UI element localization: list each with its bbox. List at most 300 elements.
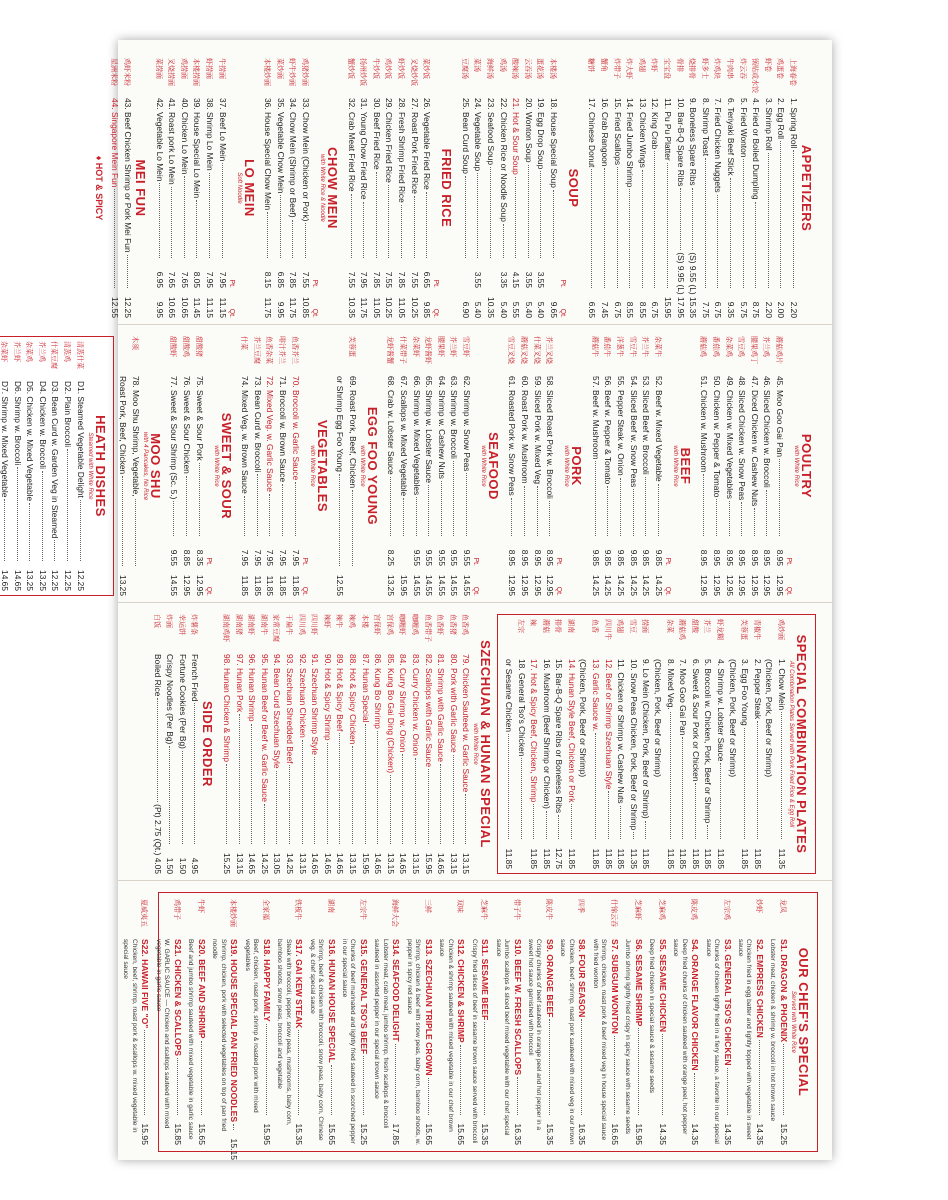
menu-item-name xyxy=(384,654,396,773)
menu-item-title: Spring Roll xyxy=(789,107,799,149)
menu-item xyxy=(539,619,552,869)
menu-item-name xyxy=(203,98,215,171)
leader-dots xyxy=(477,173,478,258)
menu-item-name xyxy=(664,659,676,710)
menu-item-name xyxy=(325,939,337,1063)
leader-dots xyxy=(654,151,655,288)
menu-item-price-pint: 4.95 xyxy=(190,857,201,874)
menu-item-chinese-name: 杂菜鸡 xyxy=(724,336,732,357)
menu-item-price-pint: 11.85 xyxy=(690,848,701,869)
menu-item-title: Fresh Shrimp Fried Rice xyxy=(396,111,407,203)
menu-item-title: Hunan Style Beef, Chicken or Pork xyxy=(566,672,577,803)
section-subtitle: with White Rice xyxy=(671,445,678,487)
leader-dots xyxy=(266,1024,267,1115)
menu-item-price-pint: 7.55 xyxy=(346,271,357,288)
menu-item-name xyxy=(258,654,270,802)
menu-item-price-pint: 9.85 xyxy=(641,549,652,566)
menu-item-price-pint: 7.85 xyxy=(396,271,407,288)
menu-item-name xyxy=(358,98,370,200)
leader-dots xyxy=(186,476,187,536)
menu-item-name-continued: (Chicken, Pork, Beef or Shrimp) xyxy=(764,659,775,778)
menu-item-chinese-name: 云吞汤 xyxy=(523,58,531,79)
menu-item-number: 12. xyxy=(603,659,614,671)
leader-dots xyxy=(415,758,416,844)
leader-dots xyxy=(305,223,306,258)
section-szechuan-hunan xyxy=(219,614,493,874)
menu-item xyxy=(688,619,701,869)
menu-item-title: Plain Broccoli xyxy=(63,396,74,448)
menu-item-name xyxy=(608,939,620,1034)
leader-dots xyxy=(80,500,81,561)
menu-item xyxy=(202,58,215,318)
leader-dots xyxy=(779,459,780,536)
menu-item-chinese-name: 蛋花汤 xyxy=(536,58,544,79)
menu-item xyxy=(458,58,471,318)
panel-chef-special xyxy=(122,886,818,1161)
menu-item-chinese-name: 炸云吞 xyxy=(738,58,746,79)
menu-item-number: 4. xyxy=(716,659,727,666)
menu-item-price-pint: 13.15 xyxy=(385,853,396,874)
menu-item-name xyxy=(357,939,369,1054)
menu-item-title: House Special Soup xyxy=(548,111,559,188)
menu-item xyxy=(648,58,661,318)
menu-item-number: 7. xyxy=(713,98,724,105)
leader-dots xyxy=(608,791,609,839)
menu-item-chinese-name: 鱼香猪 xyxy=(448,614,456,635)
menu-item-chinese-name: 炸面 xyxy=(165,614,173,628)
menu-item-price-quart: 14.55 xyxy=(169,575,180,596)
menu-item-name xyxy=(460,654,472,792)
menu-item-title: Chinese Donut xyxy=(587,111,598,168)
menu-item-name-continued: or Shrimp Egg Foo Young xyxy=(335,376,346,472)
menu-item-title: Sweet & Sour Pork xyxy=(194,389,205,461)
menu-item-title: Pu Pu Platter xyxy=(663,111,674,161)
menu-item xyxy=(601,336,614,596)
menu-item xyxy=(546,58,559,318)
chef-special-item xyxy=(590,899,619,1145)
menu-item-number: 91. xyxy=(310,654,321,666)
fold-line xyxy=(118,602,832,603)
menu-item-name xyxy=(748,376,760,506)
menu-item-title: Shrimp w. Cashew Nuts xyxy=(436,389,447,479)
menu-item-price-pint: 15.25 xyxy=(779,1123,789,1145)
menu-item-number: 86. xyxy=(373,654,384,666)
menu-item-title: Bean Curd Szechuan Style xyxy=(272,667,283,769)
menu-item-chinese-name: 夏威夷五 xyxy=(140,899,148,927)
menu-item-title: GENERAL TSO'S BEEF xyxy=(358,959,369,1055)
menu-item-name xyxy=(777,939,789,1042)
menu-item xyxy=(333,614,346,874)
section-subtitle: All Combination Plates Served with Pork Fried Rice & Egg Roll xyxy=(788,660,794,828)
menu-item-name xyxy=(773,376,785,457)
menu-item xyxy=(760,336,773,596)
menu-item-price-pint: 15.65 xyxy=(196,1123,207,1145)
menu-item-title: Hot & Spicy Beef, Chicken, Shrimp xyxy=(529,672,540,803)
menu-item-price-pint: 15.95 xyxy=(360,853,371,874)
menu-item-name xyxy=(687,98,699,186)
section-moo-shu xyxy=(117,336,163,596)
menu-item-number: 76. xyxy=(182,376,192,388)
menu-item-name xyxy=(359,654,371,722)
chef-special-item xyxy=(404,899,433,1145)
leader-dots xyxy=(741,502,742,536)
panel-appetizers-rice-noodles xyxy=(93,52,818,324)
menu-item-price-pint: 15.15 xyxy=(229,1138,240,1161)
leader-dots xyxy=(314,757,315,844)
menu-item-name xyxy=(602,376,614,484)
menu-item-number: 83. xyxy=(410,654,421,666)
menu-item xyxy=(534,58,547,318)
chef-special-item xyxy=(242,899,271,1145)
menu-item-price-quart: 12.95 xyxy=(737,575,748,596)
menu-item xyxy=(589,619,602,869)
leader-dots xyxy=(222,163,223,258)
menu-item-name xyxy=(191,98,203,198)
menu-item-chinese-name: 鱼香杂菜 xyxy=(265,336,273,364)
menu-item-number: 33. xyxy=(301,98,311,110)
chef-special-item xyxy=(372,899,401,1145)
menu-item-name xyxy=(506,376,518,496)
section-subtitle: with White Rice xyxy=(212,445,219,487)
menu-item-number: 49. xyxy=(724,376,735,388)
menu-item-description: W. GARLIC SAUCE — Chicken and scallops sauteed with mixed vegetable in garlic sauce xyxy=(154,939,171,1129)
menu-item-title: Beef w. Pepper & Tomato xyxy=(603,389,614,485)
menu-item-title: Crispy Noodles (Per Bg) xyxy=(165,654,176,745)
menu-item-name xyxy=(274,98,286,193)
menu-item-number: S3. xyxy=(722,939,733,952)
leader-dots xyxy=(416,497,417,536)
leader-dots xyxy=(428,1078,429,1115)
menu-item-name xyxy=(262,98,274,210)
menu-item-name xyxy=(178,98,190,174)
menu-item-price-pint: 7.95 xyxy=(359,271,370,288)
menu-item xyxy=(738,619,751,869)
menu-item-title: Chicken w. Pepper & Tomato xyxy=(712,389,723,498)
menu-item-chinese-name: 虾卷 xyxy=(763,58,771,72)
menu-item-title: Shrimp w. Snow Peas xyxy=(461,389,472,472)
menu-item-chinese-name: 牛虾 xyxy=(196,899,204,913)
menu-item-price-pint: 8.95 xyxy=(712,549,723,566)
menu-item xyxy=(138,899,151,1145)
panel-combos-szechuan xyxy=(132,608,818,880)
menu-item-name xyxy=(139,939,151,1028)
leader-dots xyxy=(633,832,634,839)
leader-dots xyxy=(428,769,429,844)
menu-item-price-pint: 7.95 xyxy=(252,549,263,566)
menu-item-title: Snow Peas Chicken, Pork, Beef or Shrimp xyxy=(628,672,639,831)
menu-item-price-pint: 13.15 xyxy=(297,853,308,874)
menu-item-title: Boneless Spare Ribs xyxy=(688,107,699,186)
menu-item-chinese-name: 炸带子 xyxy=(612,58,620,79)
leader-dots xyxy=(692,188,693,251)
menu-item-chinese-name: 杂菜虾 xyxy=(0,341,8,362)
menu-item-chinese-name: 宫保鸡 xyxy=(385,614,393,635)
menu-item-number: D4. xyxy=(37,381,48,395)
menu-item xyxy=(23,341,36,591)
menu-item-number: 69. xyxy=(347,376,358,388)
quart-header: Qt. xyxy=(311,308,318,318)
leader-dots xyxy=(145,1030,146,1115)
menu-item-number: 37. xyxy=(217,98,228,110)
menu-item-chinese-name: 蘑菇鸡 xyxy=(699,336,707,357)
menu-item-title: Beef Fried Rice xyxy=(371,111,382,170)
menu-item-price-quart: 12.95 xyxy=(762,575,773,596)
menu-item-chinese-name: 四川虾 xyxy=(310,614,318,635)
menu-item xyxy=(774,58,787,318)
section-subtitle: Soft Noodle xyxy=(235,172,242,204)
chef-special-item xyxy=(121,899,150,1145)
menu-item-chinese-name: 带子牛 xyxy=(512,899,520,920)
menu-item-price-pint: 16.35 xyxy=(577,1123,588,1145)
leader-dots xyxy=(127,255,128,288)
menu-item-price-pint: 12.25 xyxy=(75,570,86,591)
menu-item xyxy=(292,899,305,1145)
menu-item-name xyxy=(370,98,382,170)
menu-item-title: SZECHUAN TRIPLE CROWN xyxy=(423,959,434,1076)
menu-item-price-pint: 12.75 xyxy=(554,848,565,869)
menu-item-price-pint: 6.75 xyxy=(612,301,623,318)
menu-item-name xyxy=(345,98,357,192)
leader-dots xyxy=(695,783,696,839)
leader-dots xyxy=(29,503,30,561)
menu-item xyxy=(324,899,337,1145)
menu-item xyxy=(713,619,726,869)
menu-item-title: Fried or Boiled Dumpling xyxy=(751,107,762,200)
menu-item-number: 85. xyxy=(385,654,396,666)
menu-item-title: Curry Chicken w. Onion xyxy=(410,667,421,756)
menu-item-number: S20. xyxy=(196,939,207,957)
leader-dots xyxy=(540,171,541,258)
menu-item-price-pint: 13.15 xyxy=(348,853,358,874)
menu-item-chinese-name: 星洲米粉 xyxy=(110,58,118,86)
menu-item xyxy=(447,336,460,596)
quart-header: Qt. xyxy=(227,308,235,318)
section-title: SOUP xyxy=(565,168,581,208)
menu-item-number: S12. xyxy=(456,939,467,957)
quart-header: Qt. xyxy=(785,586,792,596)
menu-item-price-quart: 11.05 xyxy=(371,297,382,318)
menu-item-number: 8. xyxy=(700,98,711,105)
leader-dots xyxy=(388,185,389,258)
menu-item-price-quart: 12.95 xyxy=(532,575,543,596)
menu-item-description: Shrimp, beef & chicken with broccoli, snow peas, baby corn, Chinese veg. & chef special sauce xyxy=(308,939,324,1141)
menu-item-price-pint: 7.95 xyxy=(265,549,276,566)
leader-dots xyxy=(595,733,596,839)
menu-item-title: Hot & Spicy Shrimp xyxy=(322,667,333,741)
menu-item xyxy=(238,336,251,596)
menu-item-title: Chow Mein xyxy=(777,668,787,711)
menu-item-chinese-name: 本楼捞面 xyxy=(192,58,200,86)
menu-item-name xyxy=(383,98,395,183)
fold-line xyxy=(118,324,832,325)
leader-dots xyxy=(766,490,767,536)
menu-item-price-pint: 8.55 xyxy=(625,301,636,318)
leader-dots xyxy=(729,501,730,536)
leader-dots xyxy=(159,183,160,258)
leader-dots xyxy=(264,804,265,844)
menu-item-title: Kung Bo Gai Ding (Chicken) xyxy=(385,667,396,774)
menu-item xyxy=(356,899,369,1145)
menu-item-title: Singapore Mein Fun xyxy=(110,111,121,188)
menu-item xyxy=(128,336,141,596)
pint-header: Pt. xyxy=(558,279,566,288)
menu-item-chinese-name: 芥兰叉烧 xyxy=(545,336,553,364)
menu-item-number: 10. xyxy=(675,98,686,110)
leader-dots xyxy=(282,484,283,536)
menu-item-number: S1. xyxy=(779,939,789,952)
menu-item-chinese-name: 雪豆 xyxy=(628,619,636,633)
leader-dots xyxy=(352,490,353,566)
menu-item-chinese-name: 本楼 xyxy=(360,614,368,628)
quart-header: Qt. xyxy=(555,586,563,596)
menu-item-title: Chicken Lo Mein xyxy=(179,111,190,175)
menu-item-price-pint: 8.25 xyxy=(386,549,397,566)
section-title: APPETIZERS xyxy=(799,144,814,232)
price-size-header xyxy=(785,336,792,596)
leader-dots xyxy=(508,734,509,839)
menu-item-price-quart: 12.95 xyxy=(194,575,205,596)
menu-item xyxy=(165,58,178,318)
menu-item xyxy=(120,58,133,318)
menu-item xyxy=(179,336,192,596)
menu-item xyxy=(786,58,799,318)
leader-dots xyxy=(339,474,340,566)
menu-item-title: Hot & Spicy Beef xyxy=(335,667,346,732)
menu-item-name xyxy=(193,376,205,461)
menu-item-name xyxy=(166,98,178,185)
menu-item-price-pint: 8.95 xyxy=(532,549,543,566)
menu-item xyxy=(688,899,701,1145)
menu-item-chinese-name: 腰果虾 xyxy=(436,336,444,357)
menu-item-name xyxy=(531,376,543,484)
menu-item-title: Sliced Beef w. Snow Peas xyxy=(628,389,639,488)
menu-item-number: 94. xyxy=(272,654,283,666)
menu-item-chinese-name: 左宗鸡 xyxy=(722,899,730,920)
menu-item-price-quart: 9.85 xyxy=(422,301,433,318)
menu-item-price-pint: 14.35 xyxy=(690,1123,701,1145)
menu-item-chinese-name: 全家福 xyxy=(261,899,269,920)
section-title: SIDE ORDER xyxy=(200,701,216,787)
menu-item-number: 95. xyxy=(259,654,270,666)
menu-item-name xyxy=(397,376,409,496)
menu-item-name-continued: (Chicken, Pork, Beef or Shrimp) xyxy=(653,659,664,778)
menu-item-price-pint: 15.35 xyxy=(294,1123,305,1145)
menu-item-price-pint: 7.95 xyxy=(290,549,301,566)
menu-item-title: DRAGON & PHOENIX xyxy=(779,954,789,1043)
menu-item xyxy=(434,336,447,596)
menu-item-price-quart: 12.95 xyxy=(749,575,760,596)
menu-item-number: D5. xyxy=(25,381,36,395)
menu-item-title: Garlic Sauce w. xyxy=(591,672,602,732)
menu-item-name xyxy=(724,98,736,176)
menu-item-name xyxy=(787,98,799,148)
leader-dots xyxy=(327,743,328,844)
menu-item-number: D3. xyxy=(50,381,61,395)
menu-item-title: Szechuan Shrimp Style xyxy=(310,667,321,756)
menu-item-chinese-name: 四川牛 xyxy=(603,619,611,640)
leader-dots xyxy=(390,477,391,536)
leader-dots xyxy=(524,486,525,536)
menu-item-title: HAWAII FIVE "O" xyxy=(140,959,151,1029)
leader-dots xyxy=(607,486,608,536)
menu-item-title: ORANGE FLAVOR CHICKEN xyxy=(690,954,701,1071)
menu-item xyxy=(407,58,420,318)
menu-item-price-pint: 11.85 xyxy=(616,848,627,869)
menu-item-price-pint: 14.65 xyxy=(310,853,321,874)
menu-item-price-pint: 11.85 xyxy=(529,848,540,869)
leader-dots xyxy=(645,477,646,536)
menu-item-number: 2. xyxy=(776,98,787,105)
menu-item xyxy=(194,899,207,1145)
menu-item-title: SUBGUM WONTON xyxy=(609,954,620,1034)
leader-dots xyxy=(743,159,744,288)
menu-item-chinese-name: 清蒸什菜 xyxy=(75,341,83,369)
menu-item-price-pint: 15.95 xyxy=(423,853,434,874)
menu-item xyxy=(575,899,588,1145)
menu-item-chinese-name: 扬州炒饭 xyxy=(359,58,367,86)
menu-item-number: 71. xyxy=(277,376,288,388)
menu-item-number: 27. xyxy=(409,98,420,110)
menu-item-price-pint: 11.85 xyxy=(678,848,689,869)
menu-item-title: EMPRESS CHICKEN xyxy=(755,954,765,1038)
menu-item-chinese-name: 龙虾酱蟹 xyxy=(386,336,394,364)
leader-dots xyxy=(298,1030,299,1115)
section-title: EGG FOO YOUNG xyxy=(364,406,380,526)
menu-item-chinese-name: 鸡炒面 xyxy=(777,619,784,640)
menu-item-number: 20. xyxy=(523,98,534,110)
menu-item-title: Beef w. Mushroom xyxy=(590,389,601,460)
menu-item-price-pint: 11.35 xyxy=(777,848,787,869)
menu-item-number: 12. xyxy=(650,98,661,110)
chef-special-item xyxy=(493,899,522,1145)
menu-item xyxy=(510,899,523,1145)
menu-item-title: Moo Goo Gai Pan xyxy=(678,668,689,736)
leader-dots xyxy=(295,482,296,536)
section-subtitle: Steamed with White Rice xyxy=(86,432,93,500)
menu-item-price-pint: 7.95 xyxy=(240,549,251,566)
menu-item-chinese-name: 芥兰虾 xyxy=(449,336,457,357)
menu-item-name xyxy=(511,939,523,1075)
leader-dots xyxy=(720,763,721,839)
menu-item-title: Lo Mein (Chicken, Pork, Beef or Shrimp) xyxy=(641,668,652,819)
menu-item-number: 57. xyxy=(590,376,601,388)
menu-item-title: Wonton Soup xyxy=(523,111,534,163)
menu-item xyxy=(190,58,203,318)
pint-header: Pt. xyxy=(663,557,671,566)
menu-item-name xyxy=(640,376,652,475)
menu-item-name xyxy=(385,376,397,475)
menu-item-title: Mixed Veg. w. Garlic Sauce xyxy=(265,389,276,492)
menu-item-description: Jumbo scallops & sliced beef mixed vegetable with our chef special sauce xyxy=(494,939,510,1136)
section-subtitle: with White Rice xyxy=(358,445,365,487)
menu-item-title: Chicken w. Mixed Vegetables xyxy=(724,389,735,499)
menu-item-name xyxy=(497,98,509,222)
menu-item-title: Broccoli w. Chicken, Pork, Beef or Shrimp xyxy=(703,668,714,824)
leader-dots xyxy=(703,474,704,536)
menu-item-name xyxy=(460,376,472,471)
menu-item xyxy=(358,614,371,874)
menu-item-name xyxy=(522,98,534,163)
menu-item-price-pint: 14.35 xyxy=(722,1123,733,1145)
menu-item-number: 53. xyxy=(641,376,652,388)
menu-item xyxy=(259,899,272,1145)
menu-item-price-pint: 7.85 xyxy=(288,271,299,288)
menu-item xyxy=(257,614,270,874)
menu-item-chinese-name: 什锦云吞 xyxy=(609,899,617,927)
menu-item-chinese-name: 本楼汤 xyxy=(548,58,556,79)
menu-item-title: General Tso's Chicken xyxy=(516,672,527,757)
section-title: MOO SHU xyxy=(147,433,163,499)
